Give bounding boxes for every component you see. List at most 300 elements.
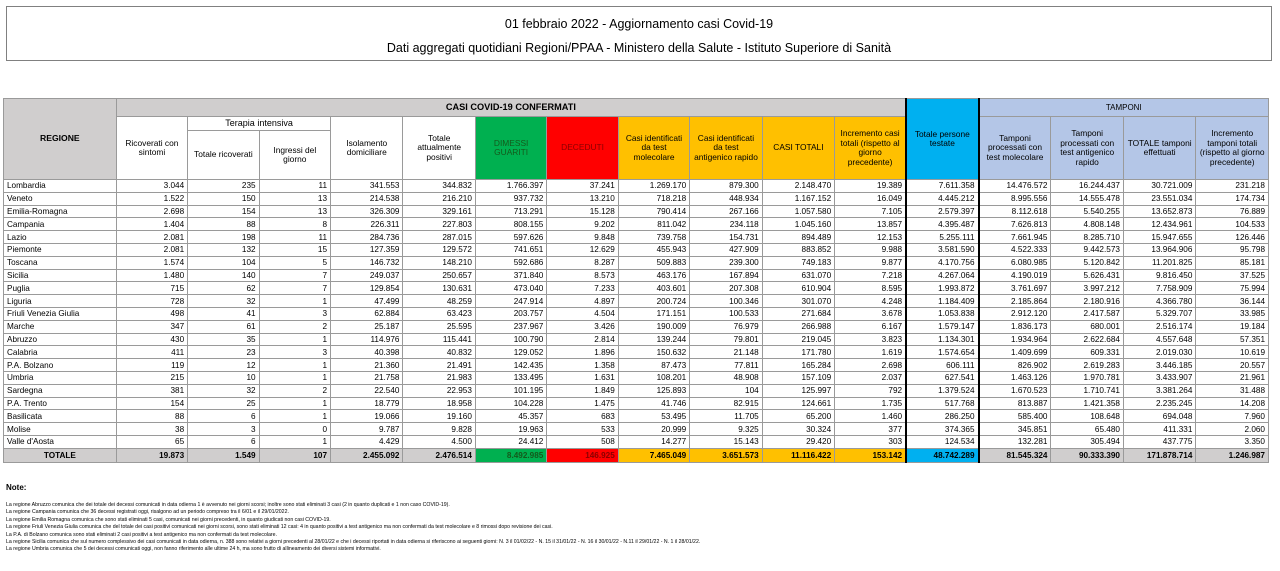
- value-cell: 140: [188, 269, 259, 282]
- value-cell: 11.201.825: [1123, 256, 1195, 269]
- value-cell: 129.572: [403, 243, 475, 256]
- region-name-cell: Marche: [4, 320, 117, 333]
- value-cell: 14.208: [1196, 397, 1269, 410]
- value-cell: 100.533: [690, 307, 762, 320]
- value-cell: 2.185.864: [979, 295, 1051, 308]
- table-row: [4, 205, 1269, 218]
- value-cell: 326.309: [331, 205, 403, 218]
- value-cell: 713.291: [475, 205, 546, 218]
- region-name-cell: Abruzzo: [4, 333, 117, 346]
- value-cell: 303: [835, 435, 906, 448]
- value-cell: 813.887: [979, 397, 1051, 410]
- value-cell: 1.631: [547, 371, 618, 384]
- header-regione: REGIONE: [4, 99, 117, 180]
- value-cell: 1.574: [116, 256, 187, 269]
- value-cell: 150: [188, 192, 259, 205]
- value-cell: 100.346: [690, 295, 762, 308]
- value-cell: 15.128: [547, 205, 618, 218]
- value-cell: 167.894: [690, 269, 762, 282]
- value-cell: 1.409.699: [979, 346, 1051, 359]
- value-cell: 227.803: [403, 218, 475, 231]
- value-cell: 13.857: [835, 218, 906, 231]
- value-cell: 85.181: [1196, 256, 1269, 269]
- value-cell: 1.045.160: [762, 218, 834, 231]
- note-line: La regione Sicilia comunica che sul numero complessivo dei casi comunicati in data odierna, n. 388 sono relativi a giorni precedenti al 28/01/22 e che i decessi riportati in data odierna si riferiscono ai seguenti giorni: N. 3 il 01/02/22 - N. 15 il 31/01/22 - N. 16 il 30/01/22 - N.11 il 29/01/22 - N. 1 il 28/01/22.: [6, 539, 701, 546]
- value-cell: 20.557: [1196, 359, 1269, 372]
- value-cell: 631.070: [762, 269, 834, 282]
- value-cell: 811.042: [618, 218, 689, 231]
- value-cell: 153.142: [835, 448, 906, 462]
- note-line: La regione Abruzzo comunica che dei totale dei decessi comunicati in data odierna 1 è avvenuto nei giorni scorsi; inoltre sono stati eliminati 3 casi (2 in quanto duplicati e 1 non caso COVID-19).: [6, 502, 450, 508]
- value-cell: 517.768: [906, 397, 978, 410]
- value-cell: 2.037: [835, 371, 906, 384]
- value-cell: 4.500: [403, 435, 475, 448]
- table-row: [4, 423, 1269, 436]
- value-cell: 301.070: [762, 295, 834, 308]
- value-cell: 104: [188, 256, 259, 269]
- value-cell: 19.184: [1196, 320, 1269, 333]
- value-cell: 3: [188, 423, 259, 436]
- value-cell: 48.259: [403, 295, 475, 308]
- value-cell: 36.144: [1196, 295, 1269, 308]
- value-cell: 90.333.390: [1051, 448, 1123, 462]
- value-cell: 3.350: [1196, 435, 1269, 448]
- value-cell: 287.015: [403, 231, 475, 244]
- header-group-tamponi: TAMPONI: [979, 99, 1269, 117]
- value-cell: 1.246.987: [1196, 448, 1269, 462]
- value-cell: 21.961: [1196, 371, 1269, 384]
- value-cell: 165.284: [762, 359, 834, 372]
- value-cell: 14.555.478: [1051, 192, 1123, 205]
- value-cell: 30.324: [762, 423, 834, 436]
- region-name-cell: Sardegna: [4, 384, 117, 397]
- value-cell: 284.736: [331, 231, 403, 244]
- value-cell: 237.967: [475, 320, 546, 333]
- value-cell: 126.446: [1196, 231, 1269, 244]
- value-cell: 894.489: [762, 231, 834, 244]
- value-cell: 22.953: [403, 384, 475, 397]
- value-cell: 826.902: [979, 359, 1051, 372]
- value-cell: 2.619.283: [1051, 359, 1123, 372]
- value-cell: 16.049: [835, 192, 906, 205]
- value-cell: 1.404: [116, 218, 187, 231]
- value-cell: 146.732: [331, 256, 403, 269]
- value-cell: 8.573: [547, 269, 618, 282]
- value-cell: 2.698: [835, 359, 906, 372]
- table-row: [4, 371, 1269, 384]
- value-cell: 114.976: [331, 333, 403, 346]
- value-cell: 48.908: [690, 371, 762, 384]
- note-line: La regione Emilia Romagna comunica che sono stati eliminati 5 casi, comunicati nei giorni precedenti, in quanto giudicati non casi COVID-19.: [6, 516, 331, 523]
- value-cell: 1: [259, 435, 330, 448]
- value-cell: 200.724: [618, 295, 689, 308]
- value-cell: 125.997: [762, 384, 834, 397]
- value-cell: 2.698: [116, 205, 187, 218]
- header-totale-ricoverati: Totale ricoverati: [188, 131, 259, 180]
- value-cell: 3.381.264: [1123, 384, 1195, 397]
- header-incremento-tamponi: Incremento tamponi totali (rispetto al giorno precedente): [1196, 117, 1269, 180]
- value-cell: 1: [259, 397, 330, 410]
- table-row: [4, 218, 1269, 231]
- value-cell: 473.040: [475, 282, 546, 295]
- value-cell: 9.787: [331, 423, 403, 436]
- value-cell: 3.044: [116, 180, 187, 193]
- value-cell: 18.958: [403, 397, 475, 410]
- value-cell: 463.176: [618, 269, 689, 282]
- header-group-terapia: Terapia intensiva: [188, 117, 331, 131]
- value-cell: 4.395.487: [906, 218, 978, 231]
- value-cell: 1.970.781: [1051, 371, 1123, 384]
- value-cell: 377: [835, 423, 906, 436]
- value-cell: 198: [188, 231, 259, 244]
- value-cell: 19.389: [835, 180, 906, 193]
- value-cell: 25.595: [403, 320, 475, 333]
- value-cell: 3: [259, 346, 330, 359]
- value-cell: 133.495: [475, 371, 546, 384]
- value-cell: 19.160: [403, 410, 475, 423]
- value-cell: 207.308: [690, 282, 762, 295]
- value-cell: 305.494: [1051, 435, 1123, 448]
- value-cell: 455.943: [618, 243, 689, 256]
- value-cell: 0: [259, 423, 330, 436]
- note-line: La regione Campania comunica che 36 decessi registrati oggi, risalgono ad un periodo compreso tra il 6/01 e il 29/01/2022.: [6, 509, 289, 516]
- value-cell: 718.218: [618, 192, 689, 205]
- value-cell: 2.516.174: [1123, 320, 1195, 333]
- header-ricoverati: Ricoverati con sintomi: [116, 117, 187, 180]
- value-cell: 3.651.573: [690, 448, 762, 462]
- value-cell: 3.823: [835, 333, 906, 346]
- value-cell: 2.912.120: [979, 307, 1051, 320]
- value-cell: 4.267.064: [906, 269, 978, 282]
- table-row: [4, 243, 1269, 256]
- value-cell: 40.398: [331, 346, 403, 359]
- value-cell: 1.934.964: [979, 333, 1051, 346]
- value-cell: 104.533: [1196, 218, 1269, 231]
- value-cell: 8.285.710: [1051, 231, 1123, 244]
- region-name-cell: Liguria: [4, 295, 117, 308]
- value-cell: 1.057.580: [762, 205, 834, 218]
- value-cell: 53.495: [618, 410, 689, 423]
- value-cell: 683: [547, 410, 618, 423]
- table-row: [4, 307, 1269, 320]
- value-cell: 592.686: [475, 256, 546, 269]
- value-cell: 13.210: [547, 192, 618, 205]
- value-cell: 63.423: [403, 307, 475, 320]
- value-cell: 107: [259, 448, 330, 462]
- header-ingressi: Ingressi del giorno: [259, 131, 330, 180]
- value-cell: 3.426: [547, 320, 618, 333]
- value-cell: 3: [259, 307, 330, 320]
- value-cell: 3.997.212: [1051, 282, 1123, 295]
- value-cell: 4.429: [331, 435, 403, 448]
- table-row: [4, 269, 1269, 282]
- value-cell: 411: [116, 346, 187, 359]
- value-cell: 6.167: [835, 320, 906, 333]
- value-cell: 100.790: [475, 333, 546, 346]
- value-cell: 57.351: [1196, 333, 1269, 346]
- table-row: [4, 384, 1269, 397]
- value-cell: 1.836.173: [979, 320, 1051, 333]
- value-cell: 533: [547, 423, 618, 436]
- value-cell: 749.183: [762, 256, 834, 269]
- value-cell: 23.551.034: [1123, 192, 1195, 205]
- value-cell: 47.499: [331, 295, 403, 308]
- value-cell: 8.595: [835, 282, 906, 295]
- value-cell: 1: [259, 410, 330, 423]
- value-cell: 1.574.654: [906, 346, 978, 359]
- value-cell: 808.155: [475, 218, 546, 231]
- value-cell: 2.081: [116, 231, 187, 244]
- value-cell: 4.366.780: [1123, 295, 1195, 308]
- value-cell: 76.889: [1196, 205, 1269, 218]
- value-cell: 1.670.523: [979, 384, 1051, 397]
- value-cell: 115.441: [403, 333, 475, 346]
- value-cell: 267.166: [690, 205, 762, 218]
- value-cell: 9.325: [690, 423, 762, 436]
- value-cell: 38: [116, 423, 187, 436]
- value-cell: 694.048: [1123, 410, 1195, 423]
- value-cell: 13.964.906: [1123, 243, 1195, 256]
- value-cell: 19.066: [331, 410, 403, 423]
- value-cell: 65.480: [1051, 423, 1123, 436]
- value-cell: 40.832: [403, 346, 475, 359]
- value-cell: 1.480: [116, 269, 187, 282]
- table-row: [4, 256, 1269, 269]
- value-cell: 154: [188, 205, 259, 218]
- note-line: La P.A. di Bolzano comunica sono stati eliminati 2 casi positivi a test antigenico ma non confermati da test molecolare.: [6, 531, 277, 538]
- value-cell: 879.300: [690, 180, 762, 193]
- value-cell: 125.893: [618, 384, 689, 397]
- value-cell: 190.009: [618, 320, 689, 333]
- value-cell: 2: [259, 384, 330, 397]
- region-name-cell: P.A. Trento: [4, 397, 117, 410]
- table-total-row: [4, 448, 1269, 462]
- value-cell: 24.412: [475, 435, 546, 448]
- value-cell: 792: [835, 384, 906, 397]
- region-name-cell: TOTALE: [4, 448, 117, 462]
- region-name-cell: Friuli Venezia Giulia: [4, 307, 117, 320]
- header-casi-molecolare: Casi identificati da test molecolare: [618, 117, 689, 180]
- value-cell: 4.504: [547, 307, 618, 320]
- value-cell: 2.622.684: [1051, 333, 1123, 346]
- value-cell: 1.549: [188, 448, 259, 462]
- value-cell: 129.854: [331, 282, 403, 295]
- value-cell: 154.731: [690, 231, 762, 244]
- region-name-cell: Emilia-Romagna: [4, 205, 117, 218]
- value-cell: 2.081: [116, 243, 187, 256]
- value-cell: 606.111: [906, 359, 978, 372]
- value-cell: 2.579.397: [906, 205, 978, 218]
- header-incremento-casi: Incremento casi totali (rispetto al giorno precedente): [835, 117, 906, 180]
- value-cell: 4.170.756: [906, 256, 978, 269]
- value-cell: 1.849: [547, 384, 618, 397]
- table-row: [4, 282, 1269, 295]
- value-cell: 35: [188, 333, 259, 346]
- value-cell: 132: [188, 243, 259, 256]
- value-cell: 609.331: [1051, 346, 1123, 359]
- value-cell: 20.999: [618, 423, 689, 436]
- value-cell: 95.798: [1196, 243, 1269, 256]
- value-cell: 1.475: [547, 397, 618, 410]
- value-cell: 4.190.019: [979, 269, 1051, 282]
- value-cell: 7.661.945: [979, 231, 1051, 244]
- table-row: [4, 180, 1269, 193]
- value-cell: 2.814: [547, 333, 618, 346]
- value-cell: 127.359: [331, 243, 403, 256]
- header-deceduti: DECEDUTI: [547, 117, 618, 180]
- value-cell: 2: [259, 320, 330, 333]
- value-cell: 9.848: [547, 231, 618, 244]
- value-cell: 2.235.245: [1123, 397, 1195, 410]
- value-cell: 30.721.009: [1123, 180, 1195, 193]
- covid-data-table: [3, 98, 1269, 463]
- value-cell: 739.758: [618, 231, 689, 244]
- value-cell: 108.201: [618, 371, 689, 384]
- header-isolamento: Isolamento domiciliare: [331, 117, 403, 180]
- region-name-cell: Lombardia: [4, 180, 117, 193]
- value-cell: 48.742.289: [906, 448, 978, 462]
- value-cell: 1.766.397: [475, 180, 546, 193]
- value-cell: 4.248: [835, 295, 906, 308]
- table-row: [4, 359, 1269, 372]
- value-cell: 2.476.514: [403, 448, 475, 462]
- region-name-cell: Campania: [4, 218, 117, 231]
- region-name-cell: Piemonte: [4, 243, 117, 256]
- value-cell: 19.873: [116, 448, 187, 462]
- value-cell: 45.357: [475, 410, 546, 423]
- region-name-cell: Umbria: [4, 371, 117, 384]
- value-cell: 19.963: [475, 423, 546, 436]
- value-cell: 1: [259, 371, 330, 384]
- header-casi-totali: CASI TOTALI: [762, 117, 834, 180]
- table-row: [4, 333, 1269, 346]
- value-cell: 226.311: [331, 218, 403, 231]
- value-cell: 25: [188, 397, 259, 410]
- value-cell: 1.993.872: [906, 282, 978, 295]
- value-cell: 9.816.450: [1123, 269, 1195, 282]
- value-cell: 509.883: [618, 256, 689, 269]
- value-cell: 11.116.422: [762, 448, 834, 462]
- value-cell: 1.460: [835, 410, 906, 423]
- value-cell: 88: [116, 410, 187, 423]
- value-cell: 2.019.030: [1123, 346, 1195, 359]
- value-cell: 130.631: [403, 282, 475, 295]
- value-cell: 11.705: [690, 410, 762, 423]
- value-cell: 3.433.907: [1123, 371, 1195, 384]
- value-cell: 171.151: [618, 307, 689, 320]
- value-cell: 508: [547, 435, 618, 448]
- value-cell: 21.983: [403, 371, 475, 384]
- value-cell: 13: [259, 192, 330, 205]
- value-cell: 21.758: [331, 371, 403, 384]
- value-cell: 14.277: [618, 435, 689, 448]
- value-cell: 3.761.697: [979, 282, 1051, 295]
- value-cell: 5: [259, 256, 330, 269]
- value-cell: 8: [259, 218, 330, 231]
- header-tamponi-molecolare: Tamponi processati con test molecolare: [979, 117, 1051, 180]
- value-cell: 132.281: [979, 435, 1051, 448]
- value-cell: 329.161: [403, 205, 475, 218]
- header-dimessi: DIMESSI GUARITI: [475, 117, 546, 180]
- region-name-cell: Lazio: [4, 231, 117, 244]
- value-cell: 41.746: [618, 397, 689, 410]
- value-cell: 88: [188, 218, 259, 231]
- value-cell: 1.167.152: [762, 192, 834, 205]
- value-cell: 7.611.358: [906, 180, 978, 193]
- value-cell: 104: [690, 384, 762, 397]
- value-cell: 87.473: [618, 359, 689, 372]
- value-cell: 1.463.126: [979, 371, 1051, 384]
- value-cell: 9.877: [835, 256, 906, 269]
- value-cell: 154: [116, 397, 187, 410]
- report-header: [6, 6, 1272, 61]
- value-cell: 12: [188, 359, 259, 372]
- value-cell: 22.540: [331, 384, 403, 397]
- value-cell: 33.985: [1196, 307, 1269, 320]
- note-line: La regione Umbria comunica che 5 dei decessi comunicati oggi, non fanno riferimento alle ultime 24 h, ma sono frutto di allineamento dei diversi sistemi informativi.: [6, 546, 381, 553]
- value-cell: 9.202: [547, 218, 618, 231]
- value-cell: 271.684: [762, 307, 834, 320]
- value-cell: 3.678: [835, 307, 906, 320]
- value-cell: 883.852: [762, 243, 834, 256]
- value-cell: 11: [259, 180, 330, 193]
- value-cell: 203.757: [475, 307, 546, 320]
- table-row: [4, 320, 1269, 333]
- value-cell: 1.522: [116, 192, 187, 205]
- value-cell: 741.651: [475, 243, 546, 256]
- value-cell: 448.934: [690, 192, 762, 205]
- table-row: [4, 435, 1269, 448]
- region-name-cell: P.A. Bolzano: [4, 359, 117, 372]
- value-cell: 11: [259, 231, 330, 244]
- value-cell: 2.148.470: [762, 180, 834, 193]
- value-cell: 32: [188, 295, 259, 308]
- value-cell: 249.037: [331, 269, 403, 282]
- header-group-casi: CASI COVID-19 CONFERMATI: [116, 99, 906, 117]
- value-cell: 381: [116, 384, 187, 397]
- value-cell: 7.960: [1196, 410, 1269, 423]
- value-cell: 37.241: [547, 180, 618, 193]
- region-name-cell: Valle d'Aosta: [4, 435, 117, 448]
- value-cell: 411.331: [1123, 423, 1195, 436]
- value-cell: 65: [116, 435, 187, 448]
- region-name-cell: Toscana: [4, 256, 117, 269]
- value-cell: 1.710.741: [1051, 384, 1123, 397]
- value-cell: 215: [116, 371, 187, 384]
- value-cell: 7.233: [547, 282, 618, 295]
- value-cell: 150.632: [618, 346, 689, 359]
- value-cell: 21.148: [690, 346, 762, 359]
- value-cell: 16.244.437: [1051, 180, 1123, 193]
- value-cell: 21.491: [403, 359, 475, 372]
- value-cell: 6.080.985: [979, 256, 1051, 269]
- value-cell: 8.995.556: [979, 192, 1051, 205]
- region-name-cell: Puglia: [4, 282, 117, 295]
- value-cell: 430: [116, 333, 187, 346]
- value-cell: 5.540.255: [1051, 205, 1123, 218]
- value-cell: 7: [259, 282, 330, 295]
- value-cell: 219.045: [762, 333, 834, 346]
- value-cell: 1.421.358: [1051, 397, 1123, 410]
- value-cell: 4.522.333: [979, 243, 1051, 256]
- value-cell: 250.657: [403, 269, 475, 282]
- value-cell: 7.626.813: [979, 218, 1051, 231]
- value-cell: 174.734: [1196, 192, 1269, 205]
- value-cell: 23: [188, 346, 259, 359]
- value-cell: 341.553: [331, 180, 403, 193]
- value-cell: 8.492.985: [475, 448, 546, 462]
- value-cell: 9.442.573: [1051, 243, 1123, 256]
